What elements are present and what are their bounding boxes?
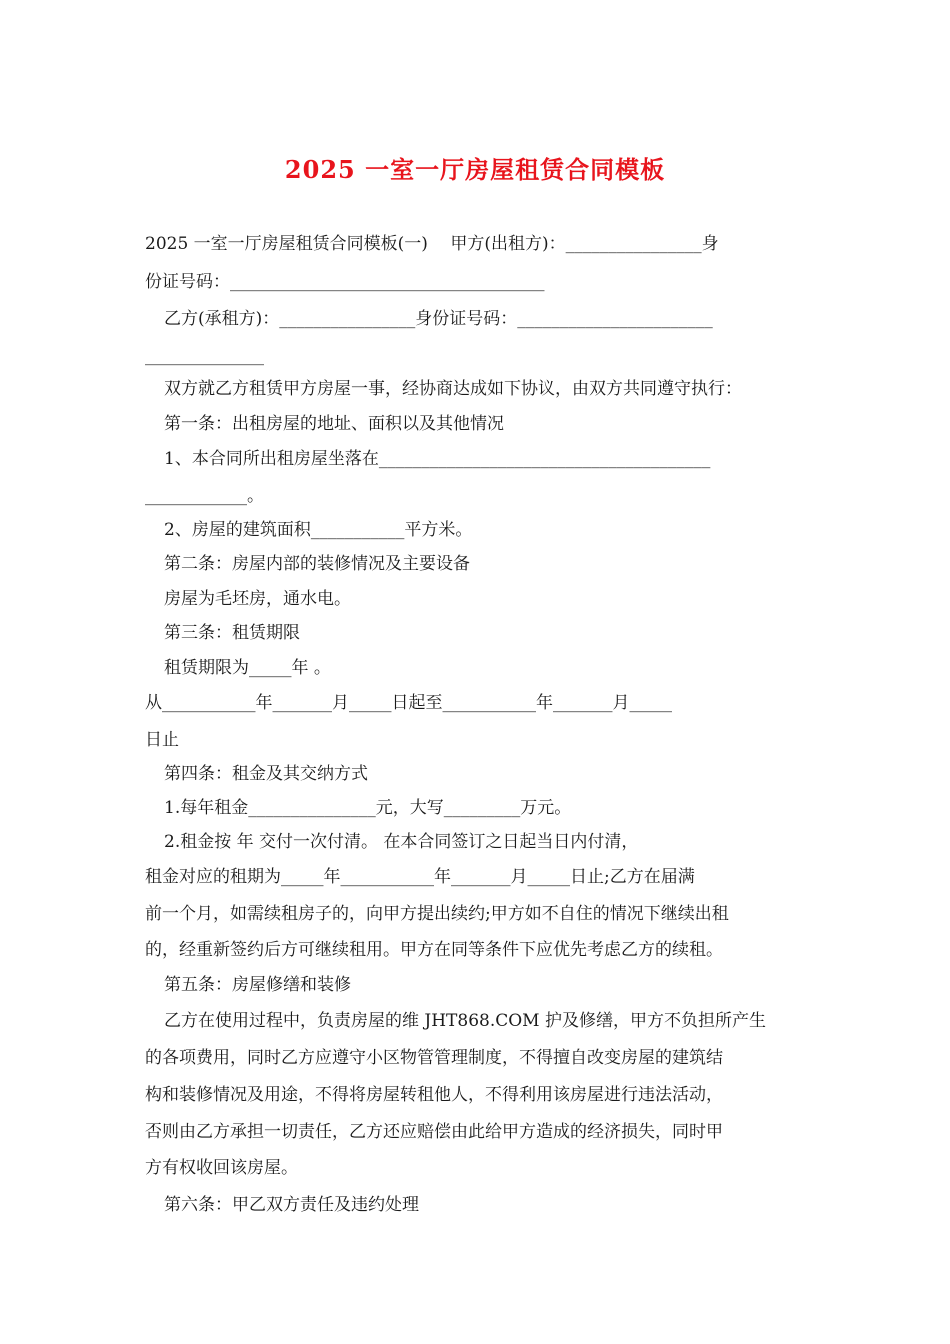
text-line: ______________ (145, 346, 264, 366)
text-line: 租赁期限为_____年 。 (164, 658, 331, 678)
text-line: 构和装修情况及用途，不得将房屋转租他人，不得利用该房屋进行违法活动， (145, 1085, 723, 1105)
text-line: 2025 一室一厅房屋租赁合同模板(一) 甲方(出租方)：________________身 (145, 234, 719, 254)
text-line: 从___________年_______月_____日起至___________年_______月_____ (145, 693, 672, 713)
section-heading: 第一条：出租房屋的地址、面积以及其他情况 (164, 414, 504, 434)
text-line: 2.租金按 年 交付一次付清。 在本合同签订之日起当日内付清， (164, 832, 639, 852)
text-line: 否则由乙方承担一切责任，乙方还应赔偿由此给甲方造成的经济损失，同时甲 (145, 1122, 723, 1142)
text-line: ____________。 (145, 486, 264, 506)
section-heading: 第二条：房屋内部的装修情况及主要设备 (164, 554, 470, 574)
text-line: 房屋为毛坯房，通水电。 (164, 589, 351, 609)
text-line: 日止 (145, 730, 179, 750)
text-line: 2、房屋的建筑面积___________平方米。 (164, 520, 473, 540)
document-title: 2025 一室一厅房屋租赁合同模板 (284, 155, 666, 184)
section-heading: 第三条：租赁期限 (164, 623, 300, 643)
text-line: 租金对应的租期为_____年___________年_______月_____日止;乙方在届满 (145, 867, 695, 887)
text-line: 的各项费用，同时乙方应遵守小区物管管理制度，不得擅自改变房屋的建筑结 (145, 1048, 723, 1068)
text-line: 1.每年租金_______________元，大写_________万元。 (164, 798, 572, 818)
section-heading: 第五条：房屋修缮和装修 (164, 975, 351, 995)
text-line: 份证号码：_____________________________________ (145, 272, 545, 292)
section-heading: 第四条：租金及其交纳方式 (164, 764, 368, 784)
section-heading: 第六条：甲乙双方责任及违约处理 (164, 1195, 419, 1215)
text-line: 方有权收回该房屋。 (145, 1158, 298, 1178)
text-line: 乙方(承租方)：________________身份证号码：_______________________ (164, 309, 713, 329)
text-line: 前一个月，如需续租房子的，向甲方提出续约;甲方如不自住的情况下继续出租 (145, 904, 729, 924)
text-line: 1、本合同所出租房屋坐落在_______________________________________ (164, 449, 711, 469)
text-line: 乙方在使用过程中，负责房屋的维 JHT868.COM 护及修缮，甲方不负担所产生 (164, 1011, 766, 1031)
text-line: 双方就乙方租赁甲方房屋一事，经协商达成如下协议，由双方共同遵守执行： (164, 379, 742, 399)
text-line: 的，经重新签约后方可继续租用。甲方在同等条件下应优先考虑乙方的续租。 (145, 940, 723, 960)
